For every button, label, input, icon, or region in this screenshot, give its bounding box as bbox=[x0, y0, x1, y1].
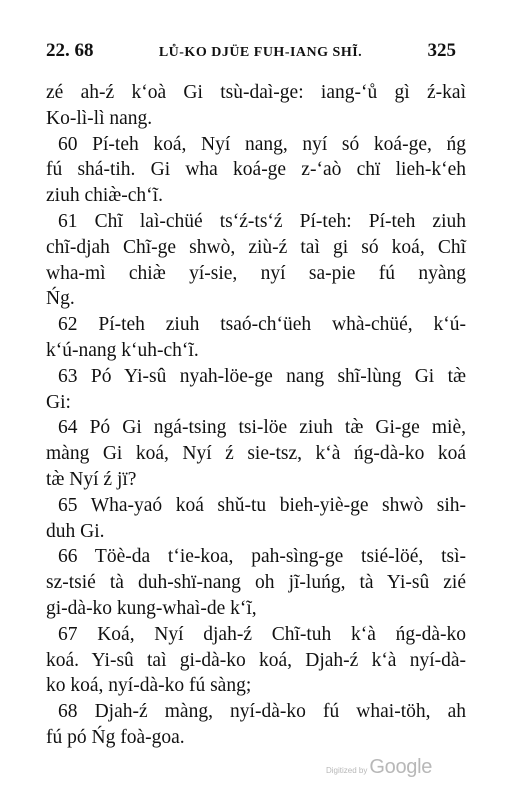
text-line: ko koá, nyí-dà-ko fú sàng; bbox=[46, 675, 252, 697]
text-line: duh Gi. bbox=[46, 520, 105, 542]
text-line: Gi: bbox=[46, 391, 71, 413]
page-number: 325 bbox=[427, 40, 456, 61]
text-line: chĩ-djah Chĩ-ge shwò, ziù-ź taì gi só koá, Chĩ bbox=[46, 236, 466, 258]
verse-text-block bbox=[46, 80, 466, 751]
text-line: wha-mì chiæ̀ yí-sie, nyí sa-pie fú nyàng bbox=[46, 262, 466, 284]
text-line: sz-tsié tà duh-shï-nang oh jĩ-luńg, tà Yi-sû zié bbox=[46, 572, 466, 594]
text-line: 68 Djah-ź màng, nyí-dà-ko fú whai-töh, ah bbox=[58, 701, 466, 723]
text-line: koá. Yi-sû taì gi-dà-ko koá, Djah-ź k‘à nyí-dà- bbox=[46, 649, 466, 671]
text-line: ziuh chiæ̀-ch‘ĩ. bbox=[46, 185, 163, 207]
text-line: 66 Töè-da t‘ie-koa, pah-sìng-ge tsié-löé, tsì- bbox=[58, 546, 466, 568]
text-line: 64 Pó Gi ngá-tsing tsi-löe ziuh tæ̀ Gi-ge miè, bbox=[58, 417, 466, 439]
text-line: gi-dà-ko kung-whaì-de k‘ĩ, bbox=[46, 597, 257, 619]
text-line: 65 Wha-yaó koá shǔ-tu bieh-yiè-ge shwò sih- bbox=[58, 494, 466, 516]
running-header bbox=[46, 40, 456, 66]
text-line: tæ̀ Nyí ź jï? bbox=[46, 468, 137, 490]
text-line: 67 Koá, Nyí djah-ź Chĩ-tuh k‘à ńg-dà-ko bbox=[58, 623, 466, 645]
text-line: màng Gi koá, Nyí ź sie-tsz, k‘à ńg-dà-ko koá bbox=[46, 443, 466, 465]
chapter-verse-reference: 22. 68 bbox=[46, 40, 94, 61]
watermark-brand: Google bbox=[369, 756, 433, 778]
text-line: Ńg. bbox=[46, 288, 75, 310]
text-line: k‘ú-nang k‘uh-ch‘ĩ. bbox=[46, 339, 199, 361]
running-title: LŮ-KO DJÜE FUH-IANG SHĨ. bbox=[158, 45, 363, 60]
text-line: fú shá-tih. Gi wha koá-ge z-‘aò chï lieh-k‘eh bbox=[46, 159, 466, 181]
text-line: zé ah-ź k‘oà Gi tsù-daì-ge: iang-‘ů gì ź-kaì bbox=[46, 82, 466, 103]
watermark-prefix: Digitized by bbox=[326, 766, 368, 775]
digitization-watermark bbox=[326, 756, 432, 779]
text-line: Ko-lì-lì nang. bbox=[46, 107, 153, 129]
text-line: 61 Chĩ laì-chüé ts‘ź-ts‘ź Pí-teh: Pí-teh ziuh bbox=[58, 210, 466, 232]
text-line: fú pó Ńg foà-goa. bbox=[46, 726, 185, 748]
text-line: 63 Pó Yi-sû nyah-löe-ge nang shĩ-lùng Gi tæ̀ bbox=[58, 365, 466, 387]
text-line: 62 Pí-teh ziuh tsaó-ch‘üeh whà-chüé, k‘ú- bbox=[58, 314, 466, 336]
text-line: 60 Pí-teh koá, Nyí nang, nyí só koá-ge, ńg bbox=[58, 133, 466, 155]
